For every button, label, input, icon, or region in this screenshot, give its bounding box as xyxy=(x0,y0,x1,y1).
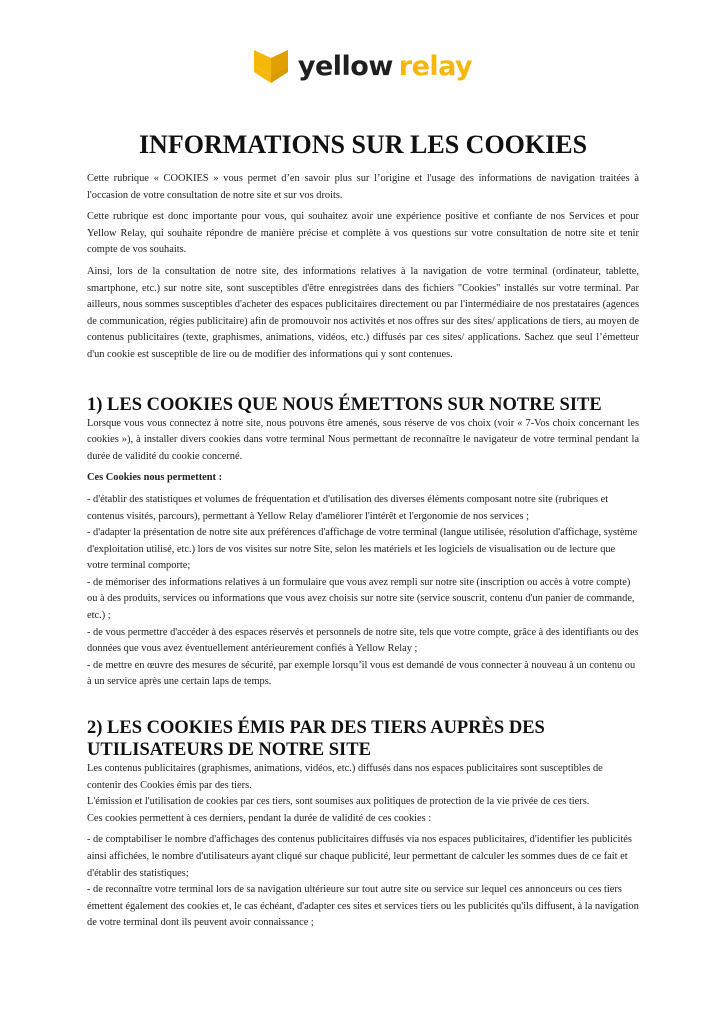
section-1-item-1: - d'établir des statistiques et volumes de fréquentation et d'utilisation des diverses éléments composant notre site (rubriques et contenus visités, parcours), permettant à Yellow Relay d'améliorer l'intérêt et l'ergonomie de nos services ; xyxy=(87,493,609,522)
section-2-item-2: - de reconnaître votre terminal lors de sa navigation ultérieure sur tout autre site ou service sur lequel ces annonceurs ou ces tiers émettent également des cookies et, le cas échéant, d'adapter ces sites et services tiers ou les publicités qu'ils diffusent, à la navigation de votre terminal dont ils peuvent avoir connaissance ; xyxy=(87,884,639,929)
intro-paragraph-2: Cette rubrique est donc importante pour vous, qui souhaitez avoir une expérience positive et confiante de nos Services et pour Yellow Relay, qui souhaite répondre de manière précise et complète à vos questions sur votre consultation de notre site et tenir compte de vos souhaits. xyxy=(87,211,639,256)
section-2-heading-line-2: UTILISATEURS DE NOTRE SITE xyxy=(87,740,371,761)
yellow-relay-logo xyxy=(0,44,724,88)
section-1-item-4: - de vous permettre d'accéder à des espaces réservés et personnels de notre site, tels que votre compte, grâce à des identifiants ou des données que vous avez éventuellement antérieurement confiés à Yellow Relay ; xyxy=(87,626,639,655)
section-1-item-3: - de mémoriser des informations relatives à un formulaire que vous avez rempli sur notre site (inscription ou accès à votre compte) ou à des produits, services ou informations que vous avez choisis sur notre site (service souscrit, contenu d'un panier de commande, etc.) ; xyxy=(87,576,635,622)
section-1-item-5: - de mettre en œuvre des mesures de sécurité, par exemple lorsqu’il vous est demandé de vous connecter à nouveau à un contenu ou à un service après une certain laps de temps. xyxy=(87,659,636,688)
logo-wordmark xyxy=(298,51,472,82)
yellow-relay-logo-icon xyxy=(252,46,290,86)
section-1-intro: Lorsque vous vous connectez à notre site, nous pouvons être amenés, sous réserve de vos choix (voir « 7-Vos choix concernant les cookies »), à installer divers cookies dans votre terminal Nous permettant de reconnaître le navigateur de votre terminal pendant la durée de validité du cookie concerné. xyxy=(87,417,639,462)
logo-word-relay: relay xyxy=(398,50,473,82)
section-1-heading: 1) LES COOKIES QUE NOUS ÉMETTONS SUR NOTRE SITE xyxy=(87,394,602,415)
intro-paragraph-3: Ainsi, lors de la consultation de notre site, des informations relatives à la navigation de votre terminal (ordinateur, tablette, smartphone, etc.) sur notre site, sont susceptibles d'être enregistrées dans des fichiers "Cookies" installés sur votre terminal. Par ailleurs, nous sommes susceptibles d'acheter des espaces publicitaires directement ou par l'intermédiaire de nos prestataires (agences de communication, régies publicitaire) afin de promouvoir nos activités et nos offres sur des sites/ applications de tiers, au moyen de contenus publicitaires (texte, graphismes, animations, vidéos, etc.) diffusés par ces sites/ applications. Sachez que seul l’émetteur d'un cookie est susceptible de lire ou de modifier des informations qui y sont contenues. xyxy=(87,265,639,360)
logo-word-yellow: yellow xyxy=(297,50,393,82)
section-2-heading-line-1: 2) LES COOKIES ÉMIS PAR DES TIERS AUPRÈS DES xyxy=(87,718,545,739)
section-2-heading xyxy=(87,717,639,761)
intro-paragraph-1: Cette rubrique « COOKIES » vous permet d’en savoir plus sur l’origine et l'usage des informations de navigation traitées à l'occasion de votre consultation de notre site et sur vos droits. xyxy=(87,173,639,201)
section-2-item-1: - de comptabiliser le nombre d'affichages des contenus publicitaires diffusés via nos espaces publicitaires, d'identifier les publicités ainsi affichées, le nombre d'utilisateurs ayant cliqué sur chaque publicité, leur permettant de calculer les sommes dues de ce fait et d'établir des statistiques; xyxy=(87,834,632,879)
section-1-item-2: - d'adapter la présentation de notre site aux préférences d'affichage de votre terminal (langue utilisée, résolution d'affichage, système d'exploitation utilisé, etc.) lors de vos visites sur notre Site, selon les matériels et les logiciels de visualisation ou de lecture que votre terminal comporte; xyxy=(87,527,638,572)
section-2-paragraph-1: Les contenus publicitaires (graphismes, animations, vidéos, etc.) diffusés dans nos espaces publicitaires sont susceptibles de contenir des Cookies émis par des tiers. xyxy=(87,763,603,791)
document-content xyxy=(87,128,639,932)
section-2-paragraph-3: Ces cookies permettent à ces derniers, pendant la durée de validité de ces cookies : xyxy=(87,812,432,824)
section-2-paragraph-2: L'émission et l'utilisation de cookies par ces tiers, sont soumises aux politiques de protection de la vie privée de ces tiers. xyxy=(87,796,590,808)
section-1-subheading: Ces Cookies nous permettent : xyxy=(87,472,223,484)
page-title: INFORMATIONS SUR LES COOKIES xyxy=(138,130,588,159)
